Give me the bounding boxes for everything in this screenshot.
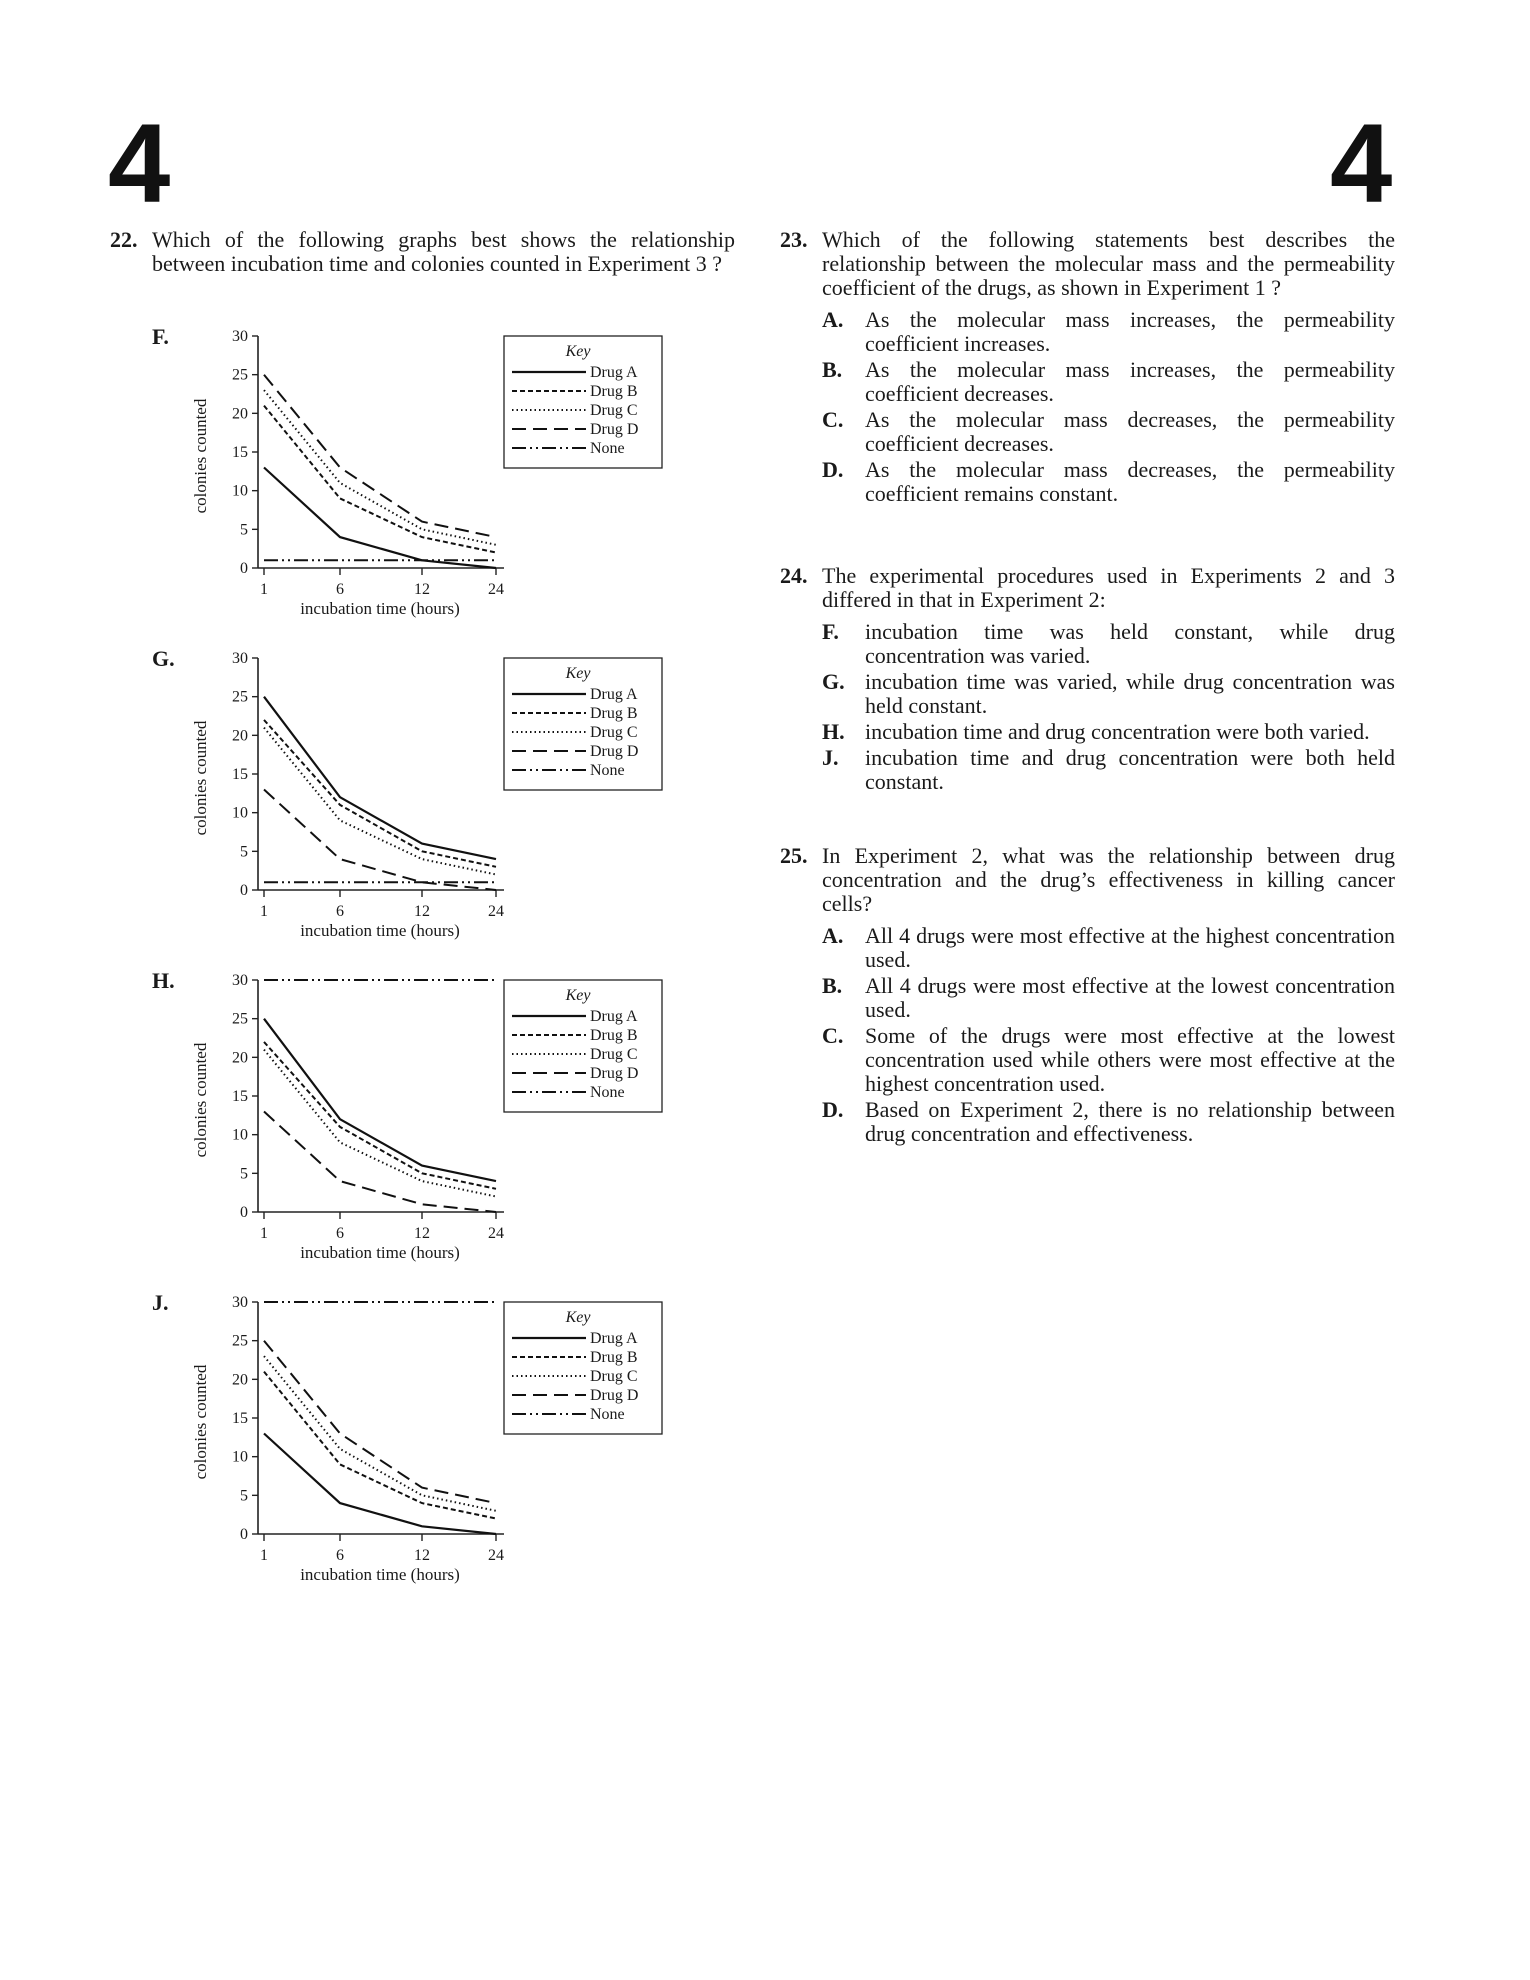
x-tick-label: 6 [336,903,344,920]
y-tick-label: 10 [232,804,248,822]
option-text: All 4 drugs were most effective at the highest concentration used. [865,923,1395,972]
y-tick-label: 15 [232,766,248,783]
answer-option-b[interactable] [822,974,1395,1022]
x-tick-label: 24 [488,903,504,920]
series-line-drug-c [264,1356,496,1511]
answer-option-g[interactable] [822,670,1395,718]
answer-option-f[interactable] [822,620,1395,668]
option-letter: G. [822,669,845,694]
option-text: incubation time and drug concentration were both held constant. [865,745,1395,794]
question-text: In Experiment 2, what was the relationship between drug concentration and the drug’s effectiveness in killing cancer cells? [822,843,1395,916]
answer-option-c[interactable] [822,1024,1395,1096]
answer-option-c[interactable] [822,408,1395,456]
x-tick-label: 1 [260,581,268,598]
option-letter: B. [822,973,843,998]
option-text: All 4 drugs were most effective at the lowest concentration used. [865,973,1395,1022]
question-text: The experimental procedures used in Experiments 2 and 3 differed in that in Experiment 2: [822,563,1395,612]
option-letter: C. [822,407,844,432]
y-tick-label: 0 [240,882,248,899]
answer-option-h[interactable] [822,720,1395,744]
option-letter: A. [822,307,844,332]
key-entry-label: Drug A [590,364,638,381]
y-tick-label: 0 [240,1526,248,1543]
series-line-drug-d [264,1112,496,1213]
option-letter: J. [152,1290,169,1315]
x-tick-label: 24 [488,581,504,598]
key-entry-label: Drug A [590,686,638,703]
answer-option-a[interactable] [822,924,1395,972]
line-chart [140,1286,680,1596]
x-axis-label: incubation time (hours) [300,921,460,940]
y-tick-label: 30 [232,1294,248,1311]
option-letter: C. [822,1023,844,1048]
y-tick-label: 25 [232,1010,248,1028]
x-axis-label: incubation time (hours) [300,599,460,618]
key-entry-label: None [590,440,625,457]
series-line-drug-d [264,375,496,537]
y-axis-label: colonies counted [191,1042,210,1158]
y-tick-label: 5 [240,843,248,861]
y-axis-label: colonies counted [191,398,210,514]
x-tick-label: 1 [260,903,268,920]
option-text: As the molecular mass increases, the permeability coefficient increases. [865,307,1395,356]
y-axis-label: colonies counted [191,720,210,836]
y-tick-label: 5 [240,1487,248,1505]
option-letter: F. [822,619,839,644]
option-text: incubation time and drug concentration were both varied. [865,719,1370,744]
key-entry-label: Drug B [590,383,638,400]
key-entry-label: Drug B [590,705,638,722]
key-title: Key [565,343,591,360]
x-tick-label: 12 [414,1547,430,1564]
option-letter: H. [822,719,845,744]
question-number: 25. [780,843,808,868]
key-entry-label: Drug B [590,1027,638,1044]
key-entry-label: Drug C [590,1046,638,1063]
y-tick-label: 20 [232,405,248,423]
key-entry-label: None [590,1406,625,1423]
y-tick-label: 25 [232,366,248,384]
x-tick-label: 12 [414,903,430,920]
question-text: Which of the following graphs best shows the relationship between incubation time and colonies counted in Experiment 3 ? [152,227,735,276]
key-entry-label: Drug C [590,1368,638,1385]
option-letter: B. [822,357,843,382]
x-tick-label: 24 [488,1225,504,1242]
y-tick-label: 20 [232,1049,248,1067]
question-number: 22. [110,227,138,252]
option-text: Some of the drugs were most effective at the lowest concentration used while others were most effective at the highest concentration used. [865,1023,1395,1096]
series-line-drug-a [264,697,496,859]
y-tick-label: 25 [232,688,248,706]
question-23 [780,228,1395,506]
series-line-drug-a [264,1019,496,1181]
graph-option-h[interactable] [140,964,680,1274]
y-tick-label: 0 [240,560,248,577]
option-letter: G. [152,646,175,671]
y-tick-label: 30 [232,972,248,989]
y-tick-label: 15 [232,444,248,461]
option-letter: H. [152,968,175,993]
y-tick-label: 30 [232,650,248,667]
key-title: Key [565,665,591,682]
y-tick-label: 15 [232,1410,248,1427]
question-25 [780,844,1395,1146]
y-tick-label: 5 [240,521,248,539]
x-axis-label: incubation time (hours) [300,1243,460,1262]
option-letter: A. [822,923,844,948]
option-letter: F. [152,324,169,349]
key-entry-label: Drug D [590,421,639,438]
option-text: As the molecular mass increases, the permeability coefficient decreases. [865,357,1395,406]
key-entry-label: Drug C [590,724,638,741]
answer-option-d[interactable] [822,458,1395,506]
option-text: incubation time was varied, while drug concentration was held constant. [865,669,1395,718]
answer-option-a[interactable] [822,308,1395,356]
y-tick-label: 30 [232,328,248,345]
x-tick-label: 1 [260,1547,268,1564]
y-tick-label: 10 [232,1448,248,1466]
question-text: Which of the following statements best describes the relationship between the molecular mass and the permeability coefficient of the drugs, as shown in Experiment 1 ? [822,227,1395,300]
x-tick-label: 1 [260,1225,268,1242]
answer-option-b[interactable] [822,358,1395,406]
section-number-right: 4 [1330,101,1393,226]
key-entry-label: Drug A [590,1330,638,1347]
option-letter: D. [822,1097,844,1122]
key-entry-label: None [590,1084,625,1101]
key-entry-label: Drug D [590,1065,639,1082]
series-line-drug-d [264,790,496,891]
key-entry-label: Drug C [590,402,638,419]
x-axis-label: incubation time (hours) [300,1565,460,1584]
key-entry-label: Drug D [590,743,639,760]
y-tick-label: 5 [240,1165,248,1183]
section-number-left: 4 [108,101,171,226]
x-tick-label: 6 [336,581,344,598]
series-line-drug-d [264,1341,496,1503]
y-tick-label: 0 [240,1204,248,1221]
option-text: Based on Experiment 2, there is no relationship between drug concentration and effectiveness. [865,1097,1395,1146]
answer-option-j[interactable] [822,746,1395,794]
y-tick-label: 10 [232,482,248,500]
question-24 [780,564,1395,794]
key-title: Key [565,1309,591,1326]
key-entry-label: Drug B [590,1349,638,1366]
y-tick-label: 20 [232,727,248,745]
line-chart [140,964,680,1274]
y-axis-label: colonies counted [191,1364,210,1480]
line-chart [140,642,680,952]
graph-option-g[interactable] [140,642,680,952]
option-letter: J. [822,745,839,770]
option-text: As the molecular mass decreases, the permeability coefficient remains constant. [865,457,1395,506]
question-number: 24. [780,563,808,588]
key-title: Key [565,987,591,1004]
x-tick-label: 12 [414,581,430,598]
key-entry-label: Drug A [590,1008,638,1025]
option-letter: D. [822,457,844,482]
y-tick-label: 15 [232,1088,248,1105]
x-tick-label: 6 [336,1547,344,1564]
line-chart [140,320,680,630]
question-number: 23. [780,227,808,252]
answer-option-d[interactable] [822,1098,1395,1146]
y-tick-label: 20 [232,1371,248,1389]
key-entry-label: None [590,762,625,779]
option-text: As the molecular mass decreases, the permeability coefficient decreases. [865,407,1395,456]
key-entry-label: Drug D [590,1387,639,1404]
y-tick-label: 10 [232,1126,248,1144]
option-text: incubation time was held constant, while drug concentration was varied. [865,619,1395,668]
graph-option-f[interactable] [140,320,680,630]
question-22 [110,228,735,276]
x-tick-label: 12 [414,1225,430,1242]
x-tick-label: 6 [336,1225,344,1242]
x-tick-label: 24 [488,1547,504,1564]
y-tick-label: 25 [232,1332,248,1350]
graph-option-j[interactable] [140,1286,680,1596]
series-line-drug-c [264,390,496,545]
